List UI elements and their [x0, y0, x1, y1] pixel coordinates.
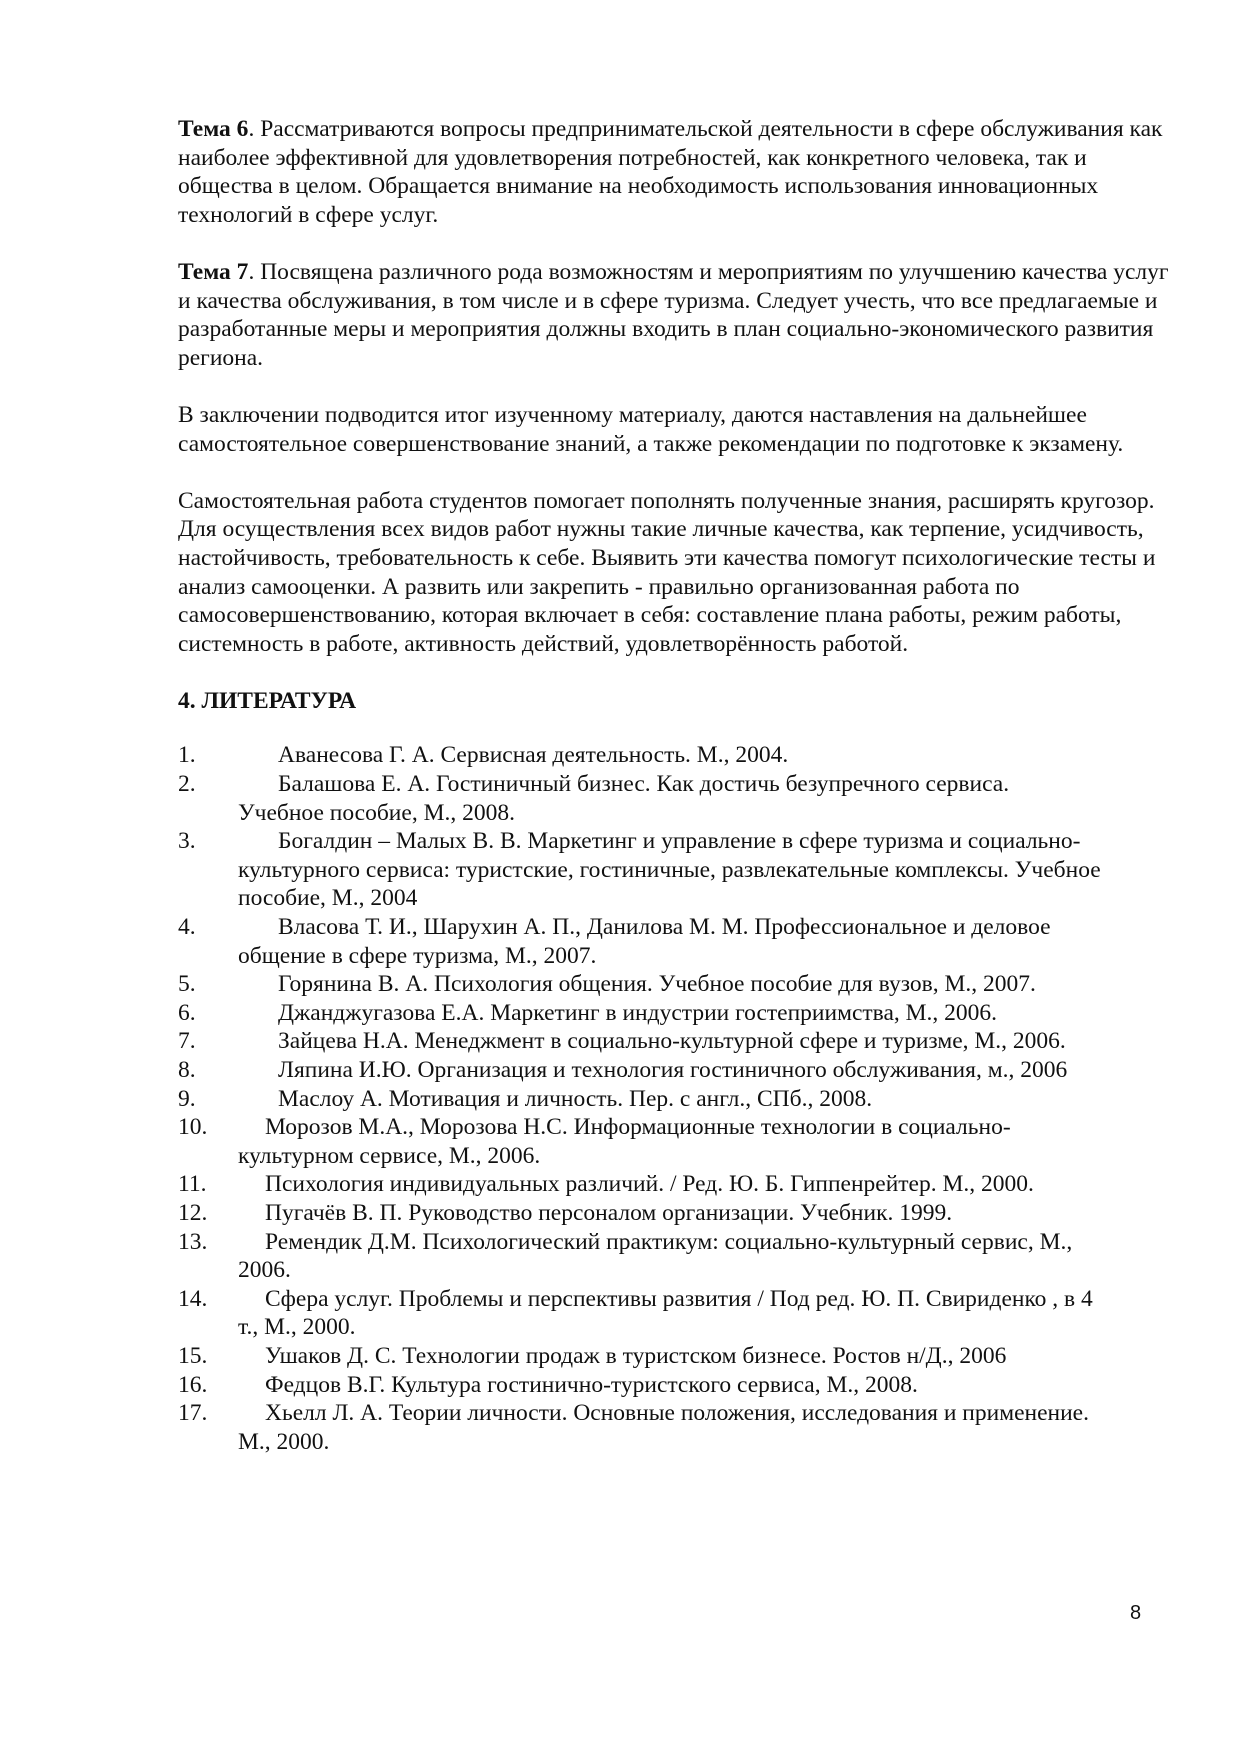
reference-item — [178, 1113, 1178, 1170]
reference-text: Власова Т. И., Шарухин А. П., Данилова М. М. Профессиональное и деловое — [278, 914, 1051, 941]
reference-text-continued: 2006. — [238, 1257, 291, 1284]
reference-item — [178, 970, 1178, 999]
reference-number: 12. — [178, 1199, 208, 1226]
reference-number: 14. — [178, 1285, 208, 1312]
reference-number: 7. — [178, 1028, 196, 1055]
reference-text: Федцов В.Г. Культура гостинично-туристского сервиса, М., 2008. — [265, 1371, 918, 1398]
reference-number: 2. — [178, 771, 196, 798]
reference-item — [178, 1056, 1178, 1085]
section-heading: 4. ЛИТЕРАТУРА — [178, 687, 357, 714]
reference-number: 11. — [178, 1171, 207, 1198]
paragraph-body: . Посвящена различного рода возможностям и мероприятиям по улучшению качества услуг и качества обслуживания, в том числе и в сфере туризма. Следует учесть, что все предлагаемые и разработанные меры и мероприятия должны входить в план социально-экономического развития региона. — [178, 258, 1169, 371]
reference-text: Маслоу А. Мотивация и личность. Пер. с англ., СПб., 2008. — [278, 1085, 873, 1112]
reference-number: 9. — [178, 1085, 196, 1112]
reference-item — [178, 1342, 1178, 1371]
reference-text: Морозов М.А., Морозова Н.С. Информационные технологии в социально- — [265, 1114, 1011, 1141]
paragraph-independent-work — [178, 487, 1178, 659]
reference-number: 4. — [178, 914, 196, 941]
reference-number: 1. — [178, 742, 196, 769]
reference-text: Пугачёв В. П. Руководство персоналом организации. Учебник. 1999. — [265, 1199, 953, 1226]
paragraph-body: . Рассматриваются вопросы предпринимательской деятельности в сфере обслуживания как наиболее эффективной для удовлетворения потребностей, как конкретного человека, так и общества в целом. Обращается внимание на необходимость использования инновационных технологий в сфере услуг. — [178, 116, 1163, 228]
reference-text-continued: общение в сфере туризма, М., 2007. — [238, 942, 597, 969]
reference-item — [178, 741, 1178, 770]
paragraph-body: В заключении подводится итог изученному материалу, даются наставления на дальнейшее самостоятельное совершенствование знаний, а также рекомендации по подготовке к экзамену. — [178, 401, 1124, 457]
reference-text: Горянина В. А. Психология общения. Учебное пособие для вузов, М., 2007. — [278, 971, 1036, 998]
reference-number: 5. — [178, 971, 196, 998]
reference-text: Аванесова Г. А. Сервисная деятельность. М., 2004. — [278, 742, 789, 769]
reference-item — [178, 1170, 1178, 1199]
paragraph-topic-7 — [178, 258, 1178, 372]
reference-text: Ушаков Д. С. Технологии продаж в туристском бизнесе. Ростов н/Д., 2006 — [265, 1342, 1007, 1369]
reference-number: 16. — [178, 1371, 208, 1398]
reference-text: Хьелл Л. А. Теории личности. Основные положения, исследования и применение. — [265, 1400, 1089, 1427]
reference-text: Ремендик Д.М. Психологический практикум: социально-культурный сервис, М., — [265, 1228, 1073, 1255]
page-number: 8 — [1130, 1602, 1142, 1624]
reference-number: 13. — [178, 1228, 208, 1255]
reference-number: 6. — [178, 999, 196, 1026]
reference-text: Ляпина И.Ю. Организация и технология гостиничного обслуживания, м., 2006 — [278, 1057, 1068, 1083]
reference-number: 8. — [178, 1057, 196, 1083]
reference-text-continued: культурном сервисе, М., 2006. — [238, 1142, 541, 1169]
reference-text-continued: культурного сервиса: туристские, гостиничные, развлекательные комплексы. Учебное пособие, М., 2004 — [238, 856, 1101, 912]
reference-number: 10. — [178, 1114, 208, 1141]
reference-text-continued: Учебное пособие, М., 2008. — [238, 799, 515, 826]
reference-item — [178, 1027, 1178, 1056]
reference-text: Балашова Е. А. Гостиничный бизнес. Как достичь безупречного сервиса. — [278, 771, 1010, 798]
reference-text: Психология индивидуальных различий. / Ред. Ю. Б. Гиппенрейтер. М., 2000. — [265, 1171, 1034, 1198]
reference-text-continued: т., М., 2000. — [238, 1314, 356, 1341]
reference-item — [178, 1285, 1178, 1342]
reference-item — [178, 1228, 1178, 1285]
paragraph-lead: Тема 7 — [178, 258, 249, 285]
reference-number: 3. — [178, 828, 196, 855]
reference-text: Зайцева Н.А. Менеджмент в социально-культурной сфере и туризме, М., 2006. — [278, 1028, 1066, 1055]
reference-item — [178, 1199, 1178, 1228]
page-content — [178, 115, 1178, 1456]
paragraph-body: Самостоятельная работа студентов помогает пополнять полученные знания, расширять кругозор. Для осуществления всех видов работ нужны такие личные качества, как терпение, усидчивость, настойчивость, требовательность к себе. Выявить эти качества помогут психологические тесты и анализ самооценки. А развить или закрепить - правильно организованная работа по самосовершенствованию, которая включает в себя: составление плана работы, режим работы, системность в работе, активность действий, удовлетворённость работой. — [178, 487, 1156, 657]
paragraph-lead: Тема 6 — [178, 116, 249, 142]
reference-item — [178, 770, 1178, 827]
paragraph-topic-6 — [178, 115, 1178, 229]
reference-text: Сфера услуг. Проблемы и перспективы развития / Под ред. Ю. П. Свириденко , в 4 — [265, 1285, 1093, 1312]
reference-list — [178, 741, 1178, 1456]
reference-text: Богалдин – Малых В. В. Маркетинг и управление в сфере туризма и социально- — [278, 828, 1081, 855]
reference-item — [178, 1399, 1178, 1456]
reference-item — [178, 1085, 1178, 1114]
reference-number: 17. — [178, 1400, 208, 1427]
reference-item — [178, 827, 1178, 913]
reference-item — [178, 999, 1178, 1028]
reference-item — [178, 1371, 1178, 1400]
paragraph-conclusion — [178, 401, 1178, 458]
reference-item — [178, 913, 1178, 970]
reference-text-continued: М., 2000. — [238, 1428, 330, 1455]
reference-number: 15. — [178, 1342, 208, 1369]
reference-text: Джанджугазова Е.А. Маркетинг в индустрии гостеприимства, М., 2006. — [278, 999, 998, 1026]
